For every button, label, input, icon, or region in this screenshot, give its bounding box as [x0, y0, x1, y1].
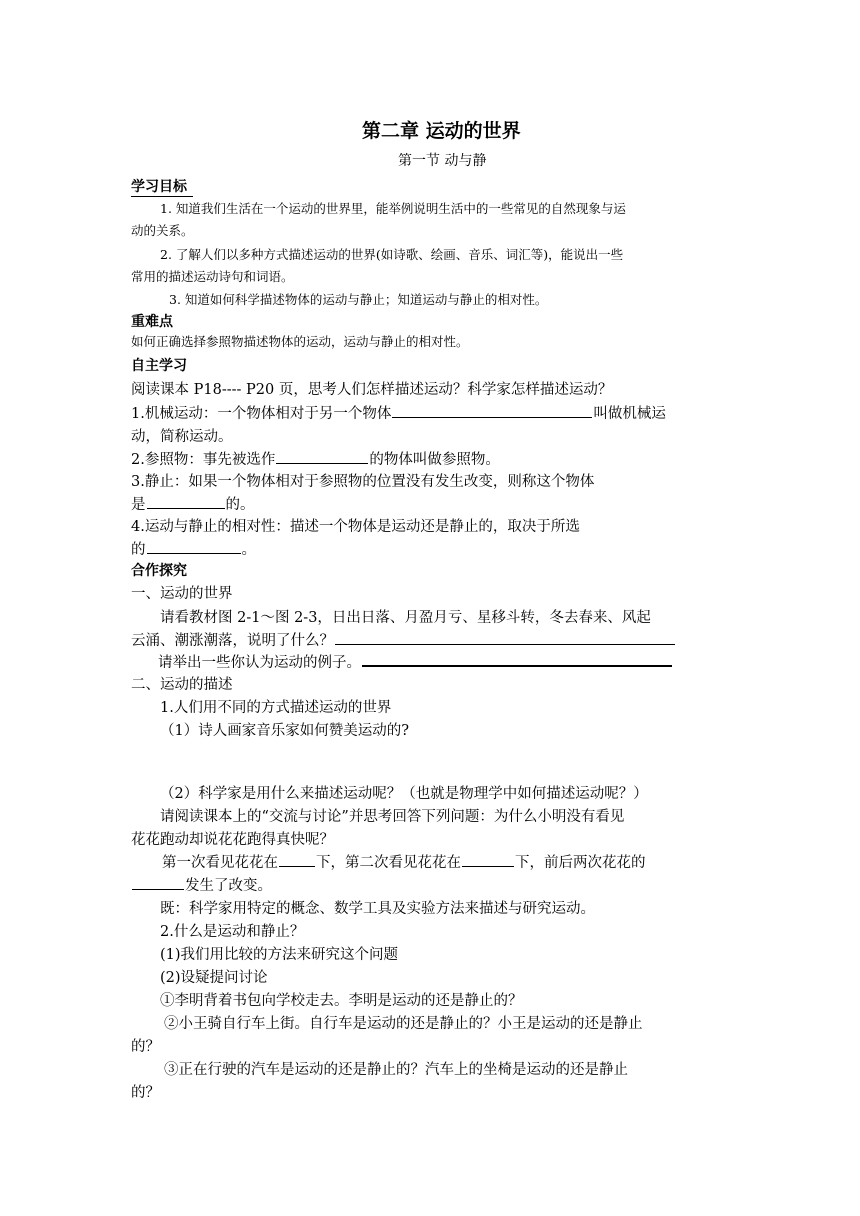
answer-blank[interactable]: [132, 875, 184, 890]
discussion-q1: ①李明背着书包向学校走去。李明是运动的还是静止的？: [160, 993, 523, 1009]
part-2-item-1a: （1）诗人画家音乐家如何赞美运动的?: [160, 723, 409, 739]
objectives-heading: 学习目标: [131, 176, 193, 197]
answer-blank[interactable]: [362, 651, 672, 667]
part-1-example-prompt: 请举出一些你认为运动的例子。: [158, 655, 361, 671]
huahua-text-a: 第一次看见花花在: [162, 855, 278, 871]
part-2-read-line1: 请阅读课本上的“交流与讨论”并思考回答下列问题：为什么小明没有看见: [160, 809, 625, 825]
part-2-read-line2: 花花跑动却说花花跑得真快呢？: [131, 832, 334, 848]
self-study-intro: 阅读课本 P18---- P20 页，思考人们怎样描述运动？科学家怎样描述运动？: [131, 382, 613, 398]
question-2-text-a: 2.参照物：事先被选作: [131, 452, 276, 468]
question-1-text-b: 叫做机械运: [593, 406, 666, 422]
discussion-q3-line2: 的？: [131, 1085, 160, 1101]
answer-blank[interactable]: [276, 449, 368, 464]
chapter-title: 第二章 运动的世界: [362, 120, 521, 142]
discussion-q3-line1: ③正在行驶的汽车是运动的还是静止的？汽车上的坐椅是运动的还是静止: [164, 1062, 628, 1078]
part-2-title: 二、运动的描述: [131, 677, 233, 693]
answer-blank[interactable]: [279, 852, 315, 867]
part-2-item-2: （2）科学家是用什么来描述运动呢？（也就是物理学中如何描述运动呢？）: [160, 786, 648, 802]
question-3-text-b: 是: [131, 497, 146, 513]
answer-blank[interactable]: [147, 539, 241, 554]
discussion-q2-line2: 的？: [131, 1039, 160, 1055]
objective-1-line1: 1. 知道我们生活在一个运动的世界里，能举例说明生活中的一些常见的自然现象与运: [160, 201, 626, 216]
answer-blank[interactable]: [392, 403, 592, 418]
answer-blank[interactable]: [335, 630, 675, 645]
question-2-text-b: 的物体叫做参照物。: [369, 452, 500, 468]
part-1-line3: [158, 651, 673, 672]
part-2-item-2-2: (2)设疑提问讨论: [160, 970, 268, 986]
question-1-line1: [131, 402, 666, 423]
self-study-heading: 自主学习: [131, 358, 187, 374]
part-2-item-1: 1.人们用不同的方式描述运动的世界: [160, 700, 392, 716]
objective-2-line2: 常用的描述运动诗句和词语。: [131, 269, 294, 284]
answer-blank[interactable]: [147, 494, 225, 509]
part-1-title: 一、运动的世界: [131, 586, 233, 602]
question-3-text-c: 的。: [225, 497, 255, 513]
part-2-huahua-line2: [131, 874, 272, 895]
question-1-line2: 动，简称运动。: [131, 429, 233, 445]
part-2-item-2-1: (1)我们用比较的方法来研究这个问题: [160, 947, 399, 963]
part-2-conclusion: 既：科学家用特定的概念、数学工具及实验方法来描述与研究运动。: [160, 901, 595, 917]
part-1-line2: [131, 629, 676, 650]
objective-2-line1: 2. 了解人们以多种方式描述运动的世界(如诗歌、绘画、音乐、词汇等)，能说出一些: [160, 247, 624, 262]
question-2: [131, 448, 500, 469]
answer-blank[interactable]: [462, 852, 514, 867]
cooperative-heading: 合作探究: [131, 563, 187, 579]
objective-3: 3. 知道如何科学描述物体的运动与静止；知道运动与静止的相对性。: [169, 292, 548, 307]
discussion-q2-line1: ②小王骑自行车上街。自行车是运动的还是静止的？小王是运动的还是静止: [164, 1016, 643, 1032]
question-4-text-c: 。: [241, 542, 256, 558]
key-points-heading: 重难点: [131, 314, 173, 330]
question-1-text-a: 1.机械运动：一个物体相对于另一个物体: [131, 406, 392, 422]
part-1-question: 云涌、潮涨潮落，说明了什么？: [131, 633, 334, 649]
huahua-text-d: 发生了改变。: [185, 878, 272, 894]
key-points-text: 如何正确选择参照物描述物体的运动，运动与静止的相对性。: [131, 334, 469, 349]
question-3-line1: 3.静止：如果一个物体相对于参照物的位置没有发生改变，则称这个物体: [131, 474, 595, 490]
question-4-line2: [131, 538, 256, 559]
question-4-text-b: 的: [131, 542, 146, 558]
section-subtitle: 第一节 动与静: [398, 153, 487, 169]
part-2-item-2-title: 2.什么是运动和静止？: [160, 924, 305, 940]
part-1-line1: 请看教材图 2-1～图 2-3，日出日落、月盈月亏、星移斗转，冬去春来、风起: [160, 610, 651, 626]
objective-1-line2: 动的关系。: [131, 223, 194, 238]
question-3-line2: [131, 493, 255, 514]
huahua-text-c: 下，前后两次花花的: [515, 855, 646, 871]
question-4-line1: 4.运动与静止的相对性：描述一个物体是运动还是静止的，取决于所选: [131, 519, 580, 535]
huahua-text-b: 下，第二次看见花花在: [316, 855, 461, 871]
part-2-huahua-line1: [162, 851, 646, 872]
